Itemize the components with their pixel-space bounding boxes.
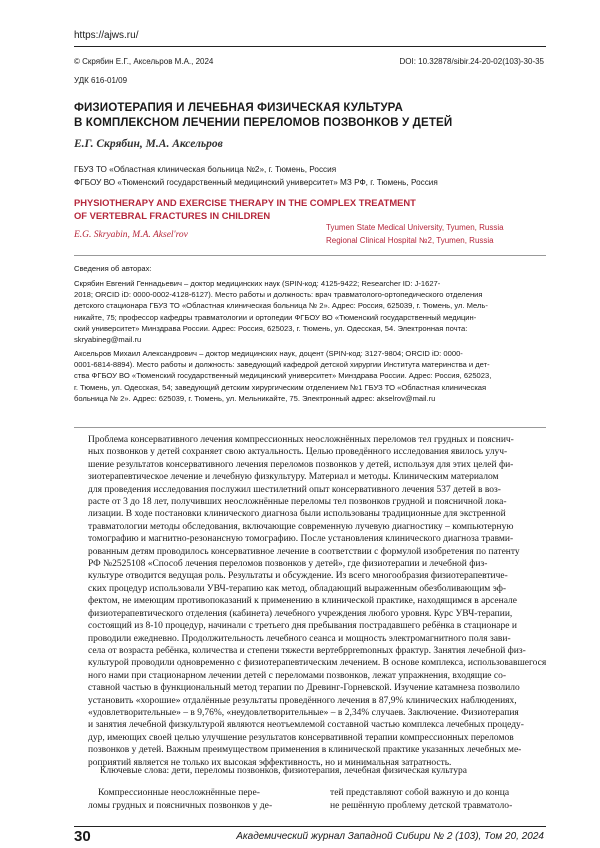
abstract-line: для проведения исследования послужил шестилетний опыт консервативного лечения 537 детей в воз- bbox=[88, 484, 501, 495]
abstract-line: шение результатов консервативного лечения переломов позвонков у детей, используя для этих целей фи- bbox=[88, 459, 514, 470]
info-line: 2018; ORCID iD: 0000-0002-4128-6127). Место работы и должность: врач травматолого-ортопедического отделения bbox=[74, 290, 483, 300]
abstract-line: томографию и магнитно-резонансную томографию. После установления клинического диагноза травми- bbox=[88, 534, 514, 545]
abstract-line: ных позвонков у детей сохраняет свою актуальность. Целью проведённого исследования явилось улуч- bbox=[88, 447, 508, 458]
abstract-line: и занятия лечебной физкультурой являются неотъемлемой составной частью комплекса лечебных процеду- bbox=[88, 720, 524, 731]
abstract-line: культурой проводили одновременно с физиотерапевтическим лечением. В основе комплекса, использовавшегося bbox=[88, 658, 547, 669]
affiliation-en: Tyumen State Medical University, Tyumen, Russia bbox=[326, 223, 504, 232]
title-ru-line: ФИЗИОТЕРАПИЯ И ЛЕЧЕБНАЯ ФИЗИЧЕСКАЯ КУЛЬТУРА bbox=[74, 101, 403, 114]
info-line: детского стационара ГБУЗ ТО «Областная клиническая больница № 2». Адрес: Россия, 625039, г. Тюмень, ул. Мель- bbox=[74, 301, 488, 311]
page-number: 30 bbox=[74, 828, 91, 845]
affiliation-ru: ГБУЗ ТО «Областная клиническая больница №2», г. Тюмень, Россия bbox=[74, 165, 337, 174]
info-line: ский университет» Минздрава России. Адрес: Россия, 625023, г. Тюмень, ул. Одесская, 54. Электронная почта: bbox=[74, 323, 468, 333]
footer-rule bbox=[74, 826, 546, 827]
title-en-line: PHYSIOTHERAPY AND EXERCISE THERAPY IN THE COMPLEX TREATMENT bbox=[74, 197, 416, 208]
copyright: © Скрябин Е.Г., Аксельров М.А., 2024 bbox=[74, 57, 214, 66]
abstract bbox=[88, 434, 558, 769]
abstract-line: роприятий является не только их высокая эффективность, но и минимальная затратность. bbox=[88, 757, 452, 768]
title-russian bbox=[74, 100, 554, 130]
header-rule bbox=[74, 46, 546, 47]
author-info-heading: Сведения об авторах: bbox=[74, 264, 152, 273]
body-line: тей представляют собой важную и до конца bbox=[330, 787, 510, 798]
journal-name: Академический журнал Западной Сибири № 2 (103), Том 20, 2024 bbox=[236, 831, 544, 842]
section-rule bbox=[74, 255, 546, 256]
abstract-line: позвонков у детей. Важным преимуществом применения в клинической практике указанных лечебных ме- bbox=[88, 745, 522, 756]
authors-russian: Е.Г. Скрябин, М.А. Аксельров bbox=[74, 138, 223, 150]
abstract-line: РФ №2525108 «Способ лечения переломов позвонков у детей», где физиотерапии и лечебной физ- bbox=[88, 559, 488, 570]
info-rule bbox=[74, 427, 546, 428]
author-info-1 bbox=[74, 278, 550, 345]
info-line: Аксельров Михаил Александрович – доктор медицинских наук, доцент (SPIN-код: 3127-9804; ORCID iD: 0000- bbox=[74, 349, 463, 358]
abstract-line: зиотерапевтическое лечение и лечебную физкультуру. Материал и методы. Клиническим материалом bbox=[88, 472, 499, 483]
abstract-line: физиотерапевтического отделения (кабинета) лечебного учреждения любого уровня. Курс УВЧ-терапии, bbox=[88, 608, 513, 619]
affiliation-en: Regional Clinical Hospital №2, Tyumen, Russia bbox=[326, 236, 494, 245]
abstract-line: проводили ежедневно. Продолжительность лечебного сеанса и мощность электромагнитного поля зави- bbox=[88, 633, 511, 644]
doi[interactable]: DOI: 10.32878/sibir.24-20-02(103)-30-35 bbox=[399, 57, 544, 66]
abstract-line: лизации. В ходе постановки клинического диагноза были использованы традиционные для экстренной bbox=[88, 509, 506, 520]
title-ru-line: В КОМПЛЕКСНОМ ЛЕЧЕНИИ ПЕРЕЛОМОВ ПОЗВОНКОВ У ДЕТЕЙ bbox=[74, 116, 453, 129]
abstract-line: состоящий из 8-10 процедур, начинали с третьего дня пребывания пострадавшего ребёнка в стационаре и bbox=[88, 621, 517, 632]
keywords: Ключевые слова: дети, переломы позвонков, физиотерапия, лечебная физическая культура bbox=[100, 766, 467, 776]
title-en-line: OF VERTEBRAL FRACTURES IN CHILDREN bbox=[74, 210, 271, 221]
abstract-line: рованным детям проводилось консервативное лечение в соответствии с формулой изобретения по патенту bbox=[88, 546, 520, 557]
info-line: Скрябин Евгений Геннадьевич – доктор медицинских наук (SPIN-код: 4125-9422; Researcher ID: J-1627- bbox=[74, 279, 441, 288]
abstract-line: ских процедур использовали УВЧ-терапию как метод, обладающий выраженным обезболивающим эф- bbox=[88, 583, 507, 594]
info-line: г. Тюмень, ул. Одесская, 54; заведующий детским хирургическим отделением №1 ГБУЗ ТО «Областная клиническая bbox=[74, 382, 487, 392]
affiliation-ru: ФГБОУ ВО «Тюменский государственный медицинский университет» МЗ РФ, г. Тюмень, Россия bbox=[74, 178, 438, 187]
abstract-line: культуре отводится ведущая роль. Результаты и обсуждение. Из всего многообразия физиотерапевтиче- bbox=[88, 571, 508, 582]
abstract-line: травматологии методы обследования, включающие современную лучевую диагностику – компьютерную bbox=[88, 521, 514, 532]
abstract-line: «удовлетворительные» – в 9,76%, «неудовлетворительные» – в 2,34% случаев. Заключение. Физиотерапия bbox=[88, 707, 519, 718]
site-url[interactable]: https://ajws.ru/ bbox=[74, 30, 139, 41]
body-line: Компрессионные неосложнённые пере- bbox=[98, 787, 260, 798]
info-line: никайте, 75; профессор кафедры травматологии и ортопедии ФГБОУ ВО «Тюменский государственный медицин- bbox=[74, 312, 477, 322]
abstract-line: села от возраста ребёнка, количества и степени тяжести вертебрpremоnных фрактур. Занятия лечебной физ- bbox=[88, 645, 526, 656]
abstract-line: ного нами при стационарном лечении детей с переломами позвонков, лежат упражнения, входящие со- bbox=[88, 670, 507, 681]
info-line: skryabineg@mail.ru bbox=[74, 335, 142, 345]
author-info-2 bbox=[74, 348, 550, 404]
abstract-line: установить «хорошие» отдалённые результаты проведённого лечения в 87,9% клинических наблюдениях, bbox=[88, 695, 517, 706]
title-english bbox=[74, 196, 416, 222]
authors-english: E.G. Skryabin, M.A. Aksel'rov bbox=[74, 230, 188, 240]
abstract-line: дур, имеющих своей целью улучшение результатов консервативной терапии компрессионных переломов bbox=[88, 732, 514, 743]
udk-code: УДК 616-01/09 bbox=[74, 76, 128, 85]
body-line: не решённую проблему детской травматоло- bbox=[330, 800, 513, 811]
info-line: больница № 2». Адрес: 625039, г. Тюмень, ул. Мельникайте, 75. Электронный адрес: akselrov@mail.ru bbox=[74, 393, 436, 403]
info-line: ства ФГБОУ ВО «Тюменский государственный медицинский университет» Минздрава России. Адрес: Россия, 625023, bbox=[74, 371, 492, 381]
body-column-right bbox=[330, 786, 512, 812]
body-column-left bbox=[88, 786, 272, 812]
abstract-line: Проблема консервативного лечения компрессионных неосложнённых переломов тел грудных и пояснич- bbox=[88, 435, 514, 445]
info-line: 0001-6814-8894). Место работы и должность: заведующий кафедрой детской хирургии Института материнства и дет- bbox=[74, 360, 490, 370]
abstract-line: расте от 3 до 18 лет, получивших неосложнённые переломы тел позвонков грудной и поясничной лока- bbox=[88, 497, 507, 508]
abstract-line: фектом, не имеющим противопоказаний к применению в клинической практике, находящимся в арсенале bbox=[88, 596, 517, 607]
abstract-line: ставной частью в функциональный метод терапии по Древинг-Горневской. Изучение катамнеза позволило bbox=[88, 683, 520, 694]
body-line: ломы грудных и поясничных позвонков у де- bbox=[88, 800, 273, 811]
